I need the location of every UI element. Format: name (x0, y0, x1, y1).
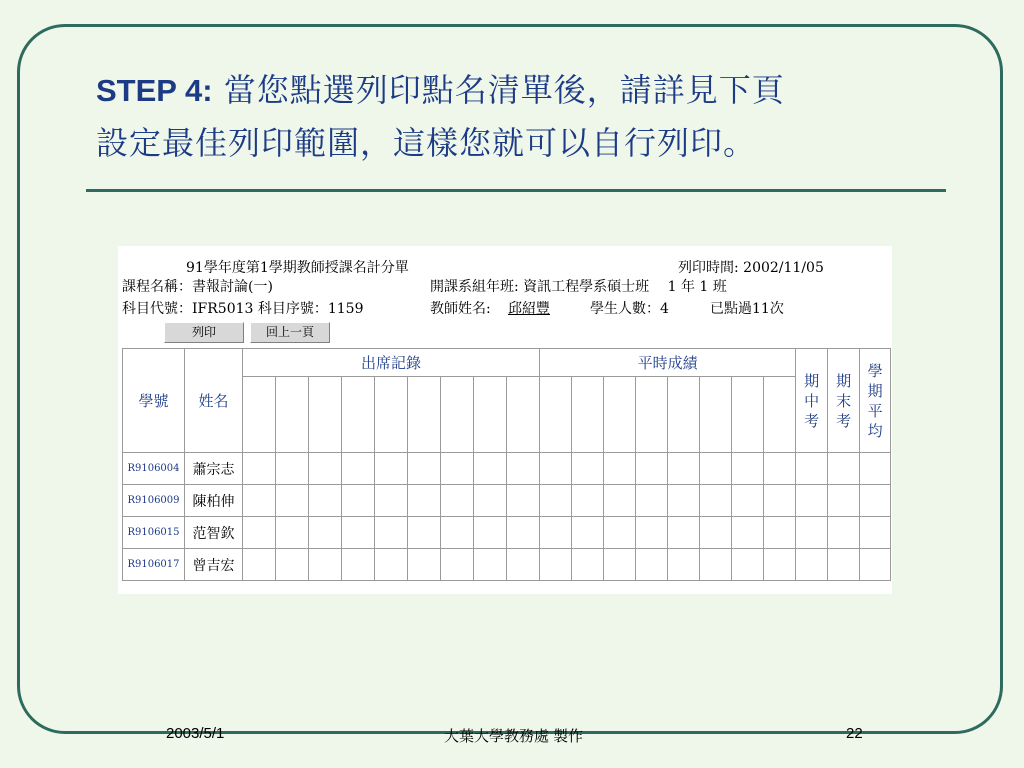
grade-cell (668, 453, 700, 485)
grade-cell (309, 549, 342, 581)
subheader-blank-cell (572, 377, 604, 453)
subheader-blank-cell (441, 377, 474, 453)
grade-cell (828, 453, 860, 485)
grade-cell (342, 549, 375, 581)
grade-cell (604, 549, 636, 581)
grade-cell (796, 517, 828, 549)
grade-cell (474, 549, 507, 581)
grade-cell (507, 453, 540, 485)
title-line-2: 設定最佳列印範圍，這樣您就可以自行列印。 (96, 124, 757, 162)
embedded-screenshot (118, 246, 892, 594)
course-code: 科目代號：IFR5013 科目序號：1159 (122, 301, 364, 317)
course-name: 課程名稱：書報討論(一) (122, 279, 273, 295)
grade-cell (700, 549, 732, 581)
grade-cell (243, 517, 276, 549)
subheader-blank-cell (732, 377, 764, 453)
grade-cell (441, 517, 474, 549)
grade-cell (474, 517, 507, 549)
subheader-blank-cell (636, 377, 668, 453)
subheader-blank-cell (604, 377, 636, 453)
subheader-blank-cell (474, 377, 507, 453)
subheader-blank-cell (668, 377, 700, 453)
grade-cell (342, 485, 375, 517)
grade-cell (507, 517, 540, 549)
grade-cell (309, 453, 342, 485)
grade-cell (276, 549, 309, 581)
grade-cell (243, 549, 276, 581)
subheader-blank-cell (408, 377, 441, 453)
grade-cell (441, 549, 474, 581)
grade-cell (276, 517, 309, 549)
student-count: 學生人數：4 (590, 301, 669, 317)
table-row (123, 453, 891, 485)
grade-cell (828, 549, 860, 581)
grade-cell (375, 485, 408, 517)
subheader-blank-cell (243, 377, 276, 453)
table-header-row (123, 349, 891, 377)
page-number: 22 (846, 725, 863, 742)
grade-cell (540, 453, 572, 485)
grade-cell (441, 485, 474, 517)
grade-cell (408, 517, 441, 549)
grade-cell (764, 549, 796, 581)
title-line-1-text: 當您點選列印點名清單後，請詳見下頁 (212, 71, 785, 109)
grade-cell (700, 453, 732, 485)
grade-cell (572, 517, 604, 549)
grade-cell (309, 517, 342, 549)
grade-cell (860, 453, 891, 485)
grade-cell (796, 549, 828, 581)
grade-cell (796, 453, 828, 485)
grade-cell (441, 453, 474, 485)
slide-title (96, 64, 976, 169)
grade-cell (408, 549, 441, 581)
grade-cell (764, 517, 796, 549)
col-header-id: 學號 (123, 349, 185, 453)
grade-cell (375, 549, 408, 581)
grade-cell (636, 549, 668, 581)
student-id: R9106017 (123, 549, 185, 581)
col-header-midterm: 期 中 考 (796, 349, 828, 453)
table-row (123, 485, 891, 517)
report-title: 91學年度第1學期教師授課名計分單 (186, 260, 409, 276)
subheader-blank-cell (276, 377, 309, 453)
grade-cell (342, 517, 375, 549)
subheader-blank-cell (309, 377, 342, 453)
student-name: 陳柏伸 (185, 485, 243, 517)
grade-cell (604, 517, 636, 549)
grade-cell (700, 485, 732, 517)
grade-cell (243, 485, 276, 517)
grade-cell (860, 517, 891, 549)
grade-cell (732, 517, 764, 549)
grade-cell (572, 453, 604, 485)
department-class: 開課系組年班: 資訊工程學系碩士班 1 年 1 班 (430, 279, 727, 295)
student-name: 曾吉宏 (185, 549, 243, 581)
grade-cell (860, 549, 891, 581)
grade-cell (636, 517, 668, 549)
col-group-attendance: 出席記錄 (243, 349, 540, 377)
times-called: 已點過11次 (710, 301, 784, 317)
grade-cell (828, 517, 860, 549)
grade-cell (700, 517, 732, 549)
grade-cell (540, 549, 572, 581)
grade-cell (474, 485, 507, 517)
grade-cell (572, 485, 604, 517)
grade-cell (309, 485, 342, 517)
grade-cell (604, 453, 636, 485)
subheader-blank-cell (507, 377, 540, 453)
grade-cell (668, 549, 700, 581)
grade-cell (764, 453, 796, 485)
student-name: 蕭宗志 (185, 453, 243, 485)
grade-cell (408, 485, 441, 517)
table-row (123, 549, 891, 581)
grade-cell (764, 485, 796, 517)
grade-cell (732, 453, 764, 485)
subheader-blank-cell (700, 377, 732, 453)
student-id: R9106009 (123, 485, 185, 517)
grade-cell (507, 549, 540, 581)
back-button[interactable]: 回上一頁 (250, 322, 330, 343)
student-id: R9106004 (123, 453, 185, 485)
print-button[interactable]: 列印 (164, 322, 244, 343)
title-line-1 (96, 64, 976, 117)
subheader-blank-cell (540, 377, 572, 453)
grade-cell (732, 485, 764, 517)
grade-cell (342, 453, 375, 485)
grade-cell (375, 517, 408, 549)
grade-cell (408, 453, 441, 485)
title-divider (86, 189, 946, 192)
grade-cell (796, 485, 828, 517)
student-name: 范智欽 (185, 517, 243, 549)
subheader-blank-cell (342, 377, 375, 453)
col-group-usual-grades: 平時成績 (540, 349, 796, 377)
grade-cell (540, 485, 572, 517)
grade-cell (540, 517, 572, 549)
subheader-blank-cell (764, 377, 796, 453)
grade-cell (860, 485, 891, 517)
grade-cell (828, 485, 860, 517)
grade-cell (375, 453, 408, 485)
grade-cell (668, 485, 700, 517)
grade-cell (732, 549, 764, 581)
subheader-blank-cell (375, 377, 408, 453)
footer-date: 2003/5/1 (166, 725, 225, 742)
student-id: R9106015 (123, 517, 185, 549)
attendance-table (122, 348, 891, 581)
grade-cell (668, 517, 700, 549)
grade-cell (604, 485, 636, 517)
print-time: 列印時間: 2002/11/05 (678, 260, 824, 276)
teacher-name: 邱紹豐 (508, 301, 550, 317)
grade-cell (276, 485, 309, 517)
grade-cell (243, 453, 276, 485)
col-header-name: 姓名 (185, 349, 243, 453)
col-header-final: 期 末 考 (828, 349, 860, 453)
footer-org: 大葉大學教務處 製作 (444, 728, 584, 745)
col-header-semester-avg: 學 期 平 均 (860, 349, 891, 453)
grade-cell (474, 453, 507, 485)
teacher-label: 教師姓名: (430, 301, 491, 317)
table-row (123, 517, 891, 549)
grade-cell (636, 453, 668, 485)
grade-cell (572, 549, 604, 581)
grade-cell (276, 453, 309, 485)
step-label: STEP 4: (96, 73, 213, 108)
grade-cell (507, 485, 540, 517)
grade-cell (636, 485, 668, 517)
